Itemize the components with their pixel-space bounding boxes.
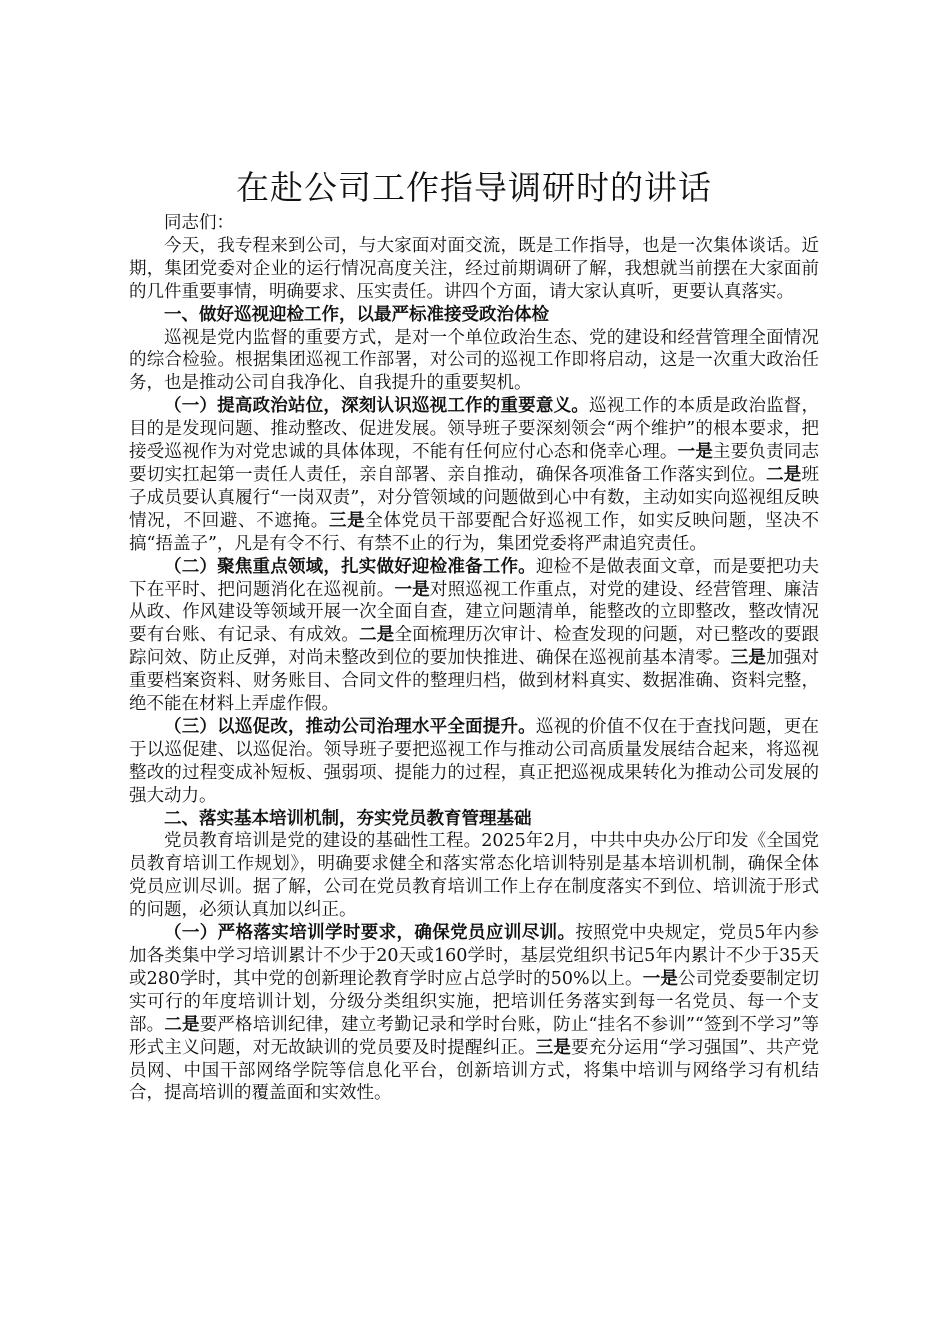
paragraph-text: 要严格培训纪律，建立考勤记录和学时台账，防止“挂名不参训”“签到不学习”等形式主义问题，对无故缺训的党员要及时提醒纠正。: [129, 1014, 819, 1058]
document-page: [129, 166, 819, 1105]
intro-paragraph: 今天，我专程来到公司，与大家面对面交流，既是工作指导，也是一次集体谈话。近期，集团党委对企业的运行情况高度关注，经过前期调研了解，我想就当前摆在大家面前的几件重要事情，明确要求、压实责任。讲四个方面，请大家认真听，更要认真落实。: [129, 235, 819, 302]
point-marker: 二是: [359, 625, 395, 646]
sub-heading: （三）以巡促改，推动公司治理水平全面提升。: [164, 716, 536, 737]
section-1-sub-3: [129, 716, 819, 808]
paragraph-text: 公司党委要制定切实可行的年度培训计划，分级分类组织实施，把培训任务落实到每一名党员、每一个支部。: [129, 968, 820, 1035]
sub-heading: （一）严格落实培训学时要求，确保党员应训尽训。: [164, 923, 576, 944]
sub-heading: （二）聚焦重点领域，扎实做好迎检准备工作。: [164, 556, 536, 577]
point-marker: 一是: [394, 579, 430, 600]
paragraph-text: 班子成员要认真履行“一岗双责”，对分管领域的问题做到心中有数，主动如实向巡视组反映情况，不回避、不遮掩。: [129, 464, 820, 531]
point-marker: 一是: [677, 442, 714, 463]
paragraph-text: 加强对重要档案资料、财务账目、合同文件的整理归档，做到材料真实、数据准确、资料完整，绝不能在材料上弄虚作假。: [129, 648, 820, 715]
sub-heading: （一）提高政治站位，深刻认识巡视工作的重要意义。: [164, 396, 589, 417]
section-1-heading: 一、做好巡视迎检工作，以最严标准接受政治体检: [164, 304, 549, 325]
salutation: 同志们：: [164, 213, 234, 233]
section-1-sub-2: [129, 556, 819, 716]
point-marker: 二是: [766, 464, 802, 485]
point-marker: 三是: [730, 648, 767, 669]
paragraph-text: 按照党中央规定，党员5年内参加各类集中学习培训累计不少于20天或160学时，基层党组织书记5年内累计不少于35天或280学时，其中党的创新理论教育学时应占总学时的50%以上。: [129, 923, 819, 989]
section-2-heading: 二、落实基本培训机制，夯实党员教育管理基础: [164, 808, 532, 829]
paragraph-text: 对照巡视工作重点，对党的建设、经营管理、廉洁从政、作风建设等领域开展一次全面自查，建立问题清单，能整改的立即整改，整改情况要有台账、有记录、有成效。: [129, 579, 820, 646]
paragraph-text: 全面梳理历次审计、检查发现的问题，对已整改的要跟踪问效、防止反弹，对尚未整改到位的要加快推进、确保在巡视前基本清零。: [129, 625, 820, 669]
point-marker: 三是: [535, 1037, 572, 1058]
point-marker: 二是: [164, 1014, 200, 1035]
section-2-intro: 党员教育培训是党的建设的基础性工程。2025年2月，中共中央办公厅印发《全国党员教育培训工作规划》，明确要求健全和落实常态化培训特别是基本培训机制，确保全体党员应训尽训。据了解，公司在党员教育培训工作上存在制度落实不到位、培训流于形式的问题，必须认真加以纠正。: [129, 831, 819, 921]
point-marker: 三是: [328, 510, 366, 531]
paragraph-text: 巡视工作的本质是政治监督，目的是发现问题、推动整改、促进发展。领导班子要深刻领会“两个维护”的根本要求，把接受巡视作为对党忠诚的具体体现，不能有任何应付心态和侥幸心理。: [129, 396, 819, 463]
paragraph-text: 巡视的价值不仅在于查找问题，更在于以巡促建、以巡促治。领导班子要把巡视工作与推动公司高质量发展结合起来，将巡视整改的过程变成补短板、强弱项、提能力的过程，真正把巡视成果转化为推动公司发展的强大动力。: [129, 716, 819, 806]
section-1-intro: 巡视是党内监督的重要方式，是对一个单位政治生态、党的建设和经营管理全面情况的综合检验。根据集团巡视工作部署，对公司的巡视工作即将启动，这是一次重大政治任务，也是推动公司自我净化、自我提升的重要契机。: [129, 327, 819, 394]
paragraph-text: 全体党员干部要配合好巡视工作，如实反映问题，坚决不搞“捂盖子”，凡是有令不行、有禁不止的行为，集团党委将严肃追究责任。: [129, 510, 820, 554]
point-marker: 一是: [642, 968, 678, 989]
document-title: 在赴公司工作指导调研时的讲话: [236, 168, 712, 207]
paragraph-text: 要充分运用“学习强国”、共产党员网、中国干部网络学院等信息化平台，创新培训方式，将集中培训与网络学习有机结合，提高培训的覆盖面和实效性。: [129, 1037, 820, 1104]
paragraph-text: 主要负责同志要切实扛起第一责任人责任，亲自部署、亲自推动，确保各项准备工作落实到位。: [129, 442, 820, 485]
section-2-sub-1: [129, 922, 819, 1105]
section-1-sub-1: [129, 395, 819, 555]
paragraph-text: 迎检不是做表面文章，而是要把功夫下在平时、把问题消化在巡视前。: [129, 556, 819, 600]
